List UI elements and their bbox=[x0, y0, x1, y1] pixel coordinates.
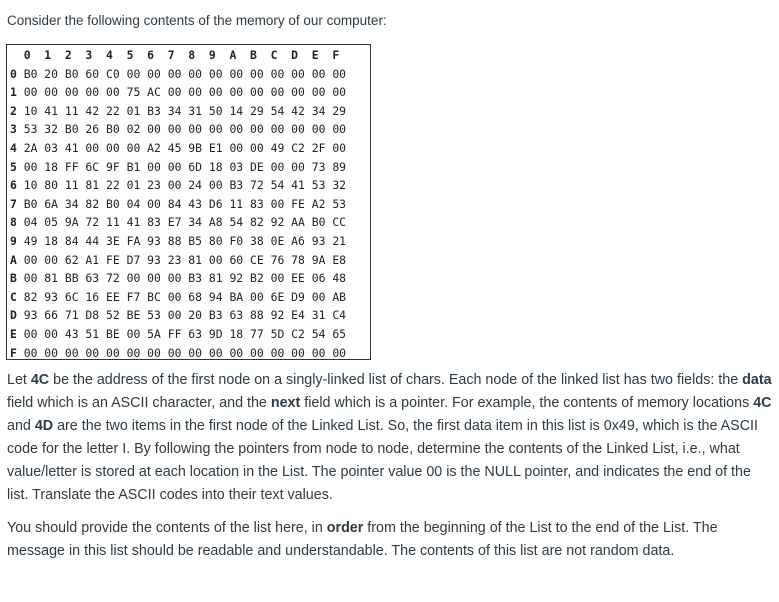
bold-order: order bbox=[326, 520, 364, 536]
memory-header-row: 0 1 2 3 4 5 6 7 8 9 A B C D E F bbox=[10, 48, 340, 62]
memory-row-label: B bbox=[10, 271, 17, 286]
memory-row-bytes: 00 81 BB 63 72 00 00 00 B3 81 92 B2 00 EE 06 48 bbox=[16, 271, 347, 286]
bold-next: next bbox=[270, 395, 301, 411]
memory-row-label: 8 bbox=[10, 215, 17, 230]
bold-address-4c: 4C bbox=[30, 372, 50, 388]
memory-row-label: 4 bbox=[10, 141, 17, 155]
text-segment: field which is a pointer. For example, the contents of memory locations bbox=[300, 395, 754, 411]
intro-text: Consider the following contents of the memory of our computer: bbox=[7, 13, 387, 28]
memory-row-label: 6 bbox=[10, 178, 17, 193]
memory-row-label: A bbox=[10, 252, 17, 267]
memory-row-bytes: 00 18 FF 6C 9F B1 00 00 6D 18 03 DE 00 00 73 89 bbox=[16, 159, 347, 174]
text-segment: be the address of the first node on a singly-linked list of chars. Each node of the linked list has two fields: the bbox=[49, 372, 743, 388]
text-segment: are the two items in the first node of the Linked List. So, the first data item in this list is 0x49, which is the ASCII code for the letter I. By following the pointers from node to node, determine the contents of the Linked List, i.e., what value/letter is stored at each location in the List. The pointer value 00 is the NULL pointer, and indicates the end of the list. Translate the ASCII codes into their text values. bbox=[7, 418, 758, 503]
memory-row-bytes: 04 05 9A 72 11 41 83 E7 34 A8 54 82 92 AA B0 CC bbox=[16, 215, 347, 230]
memory-row bbox=[10, 270, 346, 287]
memory-row-bytes: 10 80 11 81 22 01 23 00 24 00 B3 72 54 41 53 32 bbox=[16, 178, 347, 193]
memory-row-bytes: 00 00 00 00 00 00 00 00 00 00 00 00 00 00 00 00 bbox=[16, 345, 347, 360]
memory-row bbox=[10, 289, 346, 306]
memory-row-bytes: B0 6A 34 82 B0 04 00 84 43 D6 11 83 00 FE A2 53 bbox=[16, 196, 347, 211]
memory-row-label: 7 bbox=[10, 196, 17, 211]
memory-row bbox=[10, 140, 346, 157]
memory-row-label: 2 bbox=[10, 103, 17, 118]
memory-row-label: D bbox=[10, 308, 17, 323]
memory-row bbox=[10, 66, 346, 83]
memory-row-bytes: 2A 03 41 00 00 00 A2 45 9B E1 00 00 49 C2 2F 00 bbox=[16, 141, 347, 155]
bold-address-4c: 4C bbox=[753, 395, 772, 411]
memory-row-bytes: 53 32 B0 26 B0 02 00 00 00 00 00 00 00 00 00 00 bbox=[16, 122, 347, 137]
memory-row-label: 3 bbox=[10, 122, 17, 137]
memory-row bbox=[10, 103, 346, 120]
text-segment: Let bbox=[7, 372, 31, 388]
text-segment: and bbox=[7, 418, 35, 434]
memory-row-bytes: 00 00 43 51 BE 00 5A FF 63 9D 18 77 5D C2 54 65 bbox=[16, 327, 347, 341]
memory-row bbox=[10, 345, 346, 362]
bold-address-4d: 4D bbox=[34, 418, 54, 434]
memory-row bbox=[10, 307, 346, 324]
paragraph-linked-list bbox=[7, 369, 775, 507]
memory-row-bytes: B0 20 B0 60 C0 00 00 00 00 00 00 00 00 00 00 00 bbox=[16, 66, 347, 81]
memory-table bbox=[6, 44, 371, 360]
memory-row-label: F bbox=[10, 345, 17, 360]
memory-row bbox=[10, 233, 346, 250]
memory-row-label: 9 bbox=[10, 234, 17, 248]
memory-row-bytes: 49 18 84 44 3E FA 93 88 B5 80 F0 38 0E A6 93 21 bbox=[16, 234, 347, 248]
memory-row-bytes: 00 00 00 00 00 75 AC 00 00 00 00 00 00 00 00 00 bbox=[16, 85, 347, 100]
memory-row-bytes: 93 66 71 D8 52 BE 53 00 20 B3 63 88 92 E4 31 C4 bbox=[16, 308, 347, 323]
memory-row bbox=[10, 326, 346, 343]
memory-row-label: 1 bbox=[10, 85, 17, 100]
memory-row-bytes: 82 93 6C 16 EE F7 BC 00 68 94 BA 00 6E D9 00 AB bbox=[16, 289, 347, 304]
memory-row bbox=[10, 159, 346, 176]
memory-row bbox=[10, 177, 346, 194]
instructions bbox=[7, 369, 775, 563]
memory-row bbox=[10, 252, 346, 269]
memory-row-bytes: 00 00 62 A1 FE D7 93 23 81 00 60 CE 76 78 9A E8 bbox=[16, 252, 347, 267]
memory-row bbox=[10, 121, 346, 138]
text-segment: You should provide the contents of the list here, in bbox=[7, 520, 327, 536]
memory-row-bytes: 10 41 11 42 22 01 B3 34 31 50 14 29 54 42 34 29 bbox=[16, 103, 347, 118]
memory-row-label: 0 bbox=[10, 66, 17, 81]
paragraph-instructions bbox=[7, 517, 775, 563]
memory-row bbox=[10, 214, 346, 231]
memory-row-label: C bbox=[10, 289, 17, 304]
bold-data: data bbox=[742, 372, 772, 388]
memory-row-label: 5 bbox=[10, 159, 17, 174]
memory-row bbox=[10, 196, 346, 213]
memory-row bbox=[10, 84, 346, 101]
text-segment: from the beginning of the List to the end of the List. The message in this list should be readable and understandable. The contents of this list are not random data. bbox=[7, 520, 718, 559]
text-segment: field which is an ASCII character, and the bbox=[7, 395, 271, 411]
memory-row-label: E bbox=[10, 327, 17, 341]
